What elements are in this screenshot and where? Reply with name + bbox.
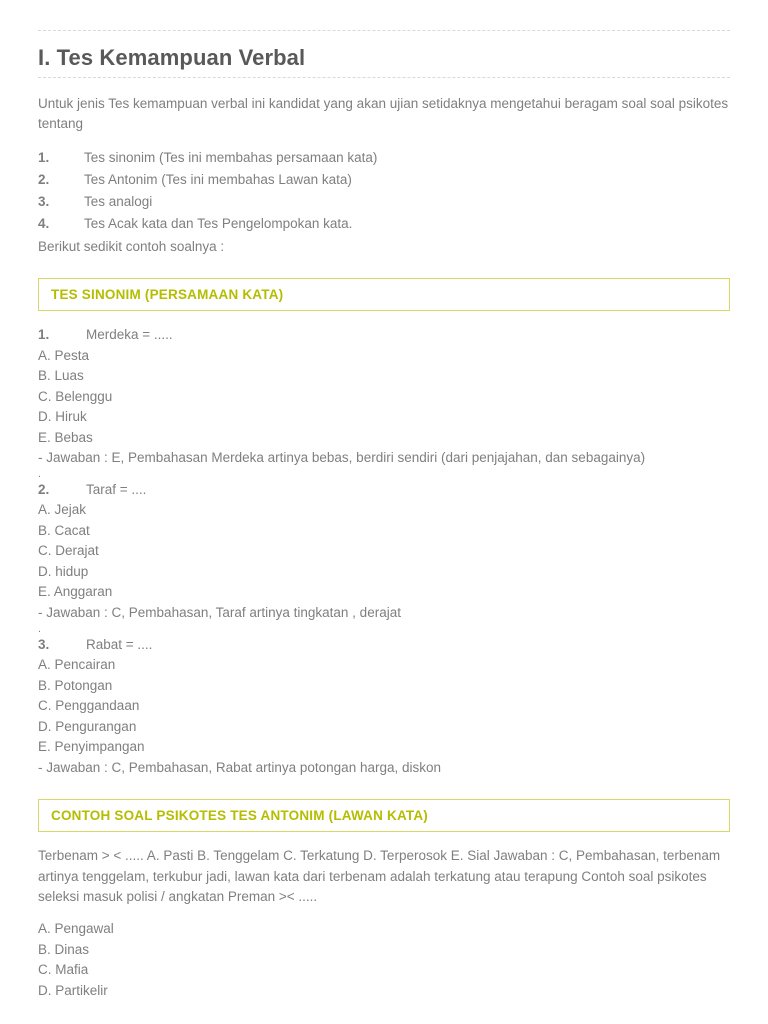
option-e: E. Anggaran — [38, 584, 113, 600]
option-c: C. Derajat — [38, 543, 99, 559]
list-item-number: 1. — [38, 150, 50, 166]
option-d: D. Hiruk — [38, 409, 87, 425]
list-item-number: 3. — [38, 193, 50, 209]
top-divider — [38, 30, 730, 31]
antonim-paragraph: Terbenam > < ..... A. Pasti B. Tenggelam C. Terkatung D. Terperosok E. Sial Jawaban : C, Pembahasan, terbenam artinya tenggelam, terkubur jadi, lawan kata dari terbenam adalah terkatung atau terapung Contoh soal psikotes seleksi masuk polisi / angkatan Preman >< ..... — [38, 848, 721, 904]
antonim-option-b: B. Dinas — [38, 941, 90, 957]
page-title: I. Tes Kemampuan Verbal — [38, 45, 306, 70]
answer-explanation: - Jawaban : C, Pembahasan, Taraf artinya tingkatan , derajat — [38, 604, 401, 620]
option-e: E. Bebas — [38, 429, 93, 445]
option-c: C. Penggandaan — [38, 698, 140, 714]
option-a: A. Jejak — [38, 502, 87, 518]
option-b: B. Potongan — [38, 677, 113, 693]
list-item-number: 4. — [38, 215, 50, 231]
spacer — [38, 907, 730, 919]
answer-explanation: - Jawaban : E, Pembahasan Merdeka artinya bebas, berdiri sendiri (dari penjajahan, dan sebagainya) — [38, 450, 646, 466]
question-block-1 — [38, 325, 730, 480]
intro-paragraph: Untuk jenis Tes kemampuan verbal ini kandidat yang akan ujian setidaknya mengetahui beragam soal soal psikotes tentang — [38, 96, 729, 131]
question-number: 1. — [38, 327, 50, 343]
list-item-label: Tes Antonim (Tes ini membahas Lawan kata) — [84, 171, 352, 187]
question-prompt-row — [38, 325, 730, 346]
option-a: A. Pencairan — [38, 657, 116, 673]
list-item-label: Tes Acak kata dan Tes Pengelompokan kata. — [84, 215, 353, 231]
list-item-label: Tes analogi — [84, 193, 153, 209]
question-prompt: Rabat = .... — [86, 636, 153, 652]
question-prompt-row — [38, 480, 730, 501]
question-prompt-row — [38, 635, 730, 656]
title-divider — [38, 77, 730, 78]
spacer-dot: . — [38, 622, 42, 635]
question-number: 3. — [38, 636, 50, 652]
option-d: D. Pengurangan — [38, 718, 137, 734]
list-item-label: Tes sinonim (Tes ini membahas persamaan kata) — [84, 150, 378, 166]
option-e: E. Penyimpangan — [38, 739, 145, 755]
list-item — [38, 169, 730, 191]
antonim-option-c: C. Mafia — [38, 962, 89, 978]
section-heading-antonim: CONTOH SOAL PSIKOTES TES ANTONIM (LAWAN KATA) — [38, 799, 730, 832]
question-prompt: Taraf = .... — [86, 481, 147, 497]
antonim-option-d: D. Partikelir — [38, 982, 108, 998]
question-number: 2. — [38, 481, 50, 497]
antonim-option-a: A. Pengawal — [38, 921, 114, 937]
after-list-text: Berikut sedikit contoh soalnya : — [38, 238, 225, 254]
question-block-3 — [38, 635, 730, 778]
question-block-2 — [38, 480, 730, 635]
list-item — [38, 213, 730, 235]
spacer-dot: . — [38, 467, 42, 480]
option-b: B. Luas — [38, 368, 84, 384]
verbal-test-list — [38, 147, 730, 234]
option-c: C. Belenggu — [38, 388, 113, 404]
option-d: D. hidup — [38, 563, 89, 579]
option-a: A. Pesta — [38, 347, 90, 363]
question-prompt: Merdeka = ..... — [86, 327, 173, 343]
answer-explanation: - Jawaban : C, Pembahasan, Rabat artinya potongan harga, diskon — [38, 759, 442, 775]
list-item — [38, 147, 730, 169]
list-item-number: 2. — [38, 171, 50, 187]
option-b: B. Cacat — [38, 522, 90, 538]
list-item — [38, 191, 730, 213]
section-heading-sinonim: TES SINONIM (PERSAMAAN KATA) — [38, 278, 730, 311]
